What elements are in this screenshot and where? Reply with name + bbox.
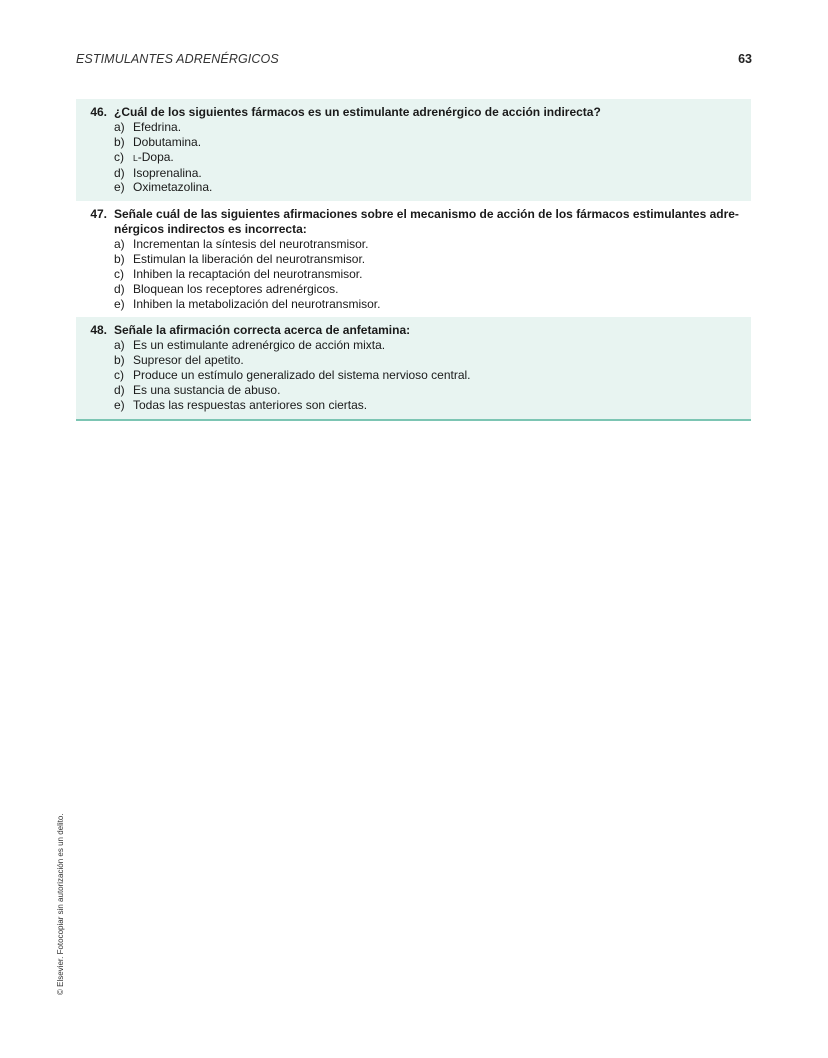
option-e: e) Inhiben la metabolización del neurotransmisor. bbox=[114, 296, 381, 311]
option-a: a) Es un estimulante adrenérgico de acción mixta. bbox=[114, 338, 386, 353]
option-list bbox=[76, 338, 751, 413]
option-b: b) Supresor del apetito. bbox=[114, 353, 244, 368]
page-number: 63 bbox=[738, 52, 752, 66]
question-48 bbox=[76, 317, 751, 418]
question-47 bbox=[76, 201, 751, 317]
question-stem bbox=[76, 323, 751, 338]
small-caps-prefix: L bbox=[133, 152, 138, 163]
question-stem bbox=[76, 105, 751, 120]
option-d: d) Isoprenalina. bbox=[114, 165, 202, 180]
question-46 bbox=[76, 99, 751, 201]
running-title: ESTIMULANTES ADRENÉRGICOS bbox=[76, 52, 279, 66]
question-list bbox=[76, 99, 751, 421]
question-text: Señale cuál de las siguientes afirmaciones sobre el mecanismo de acción de los fármacos estimulantes adre- nérgicos indirectos es incorrecta: bbox=[114, 207, 739, 237]
option-e: e) Todas las respuestas anteriores son ciertas. bbox=[114, 397, 368, 412]
question-number: 46. bbox=[90, 105, 107, 119]
question-text: Señale la afirmación correcta acerca de anfetamina: bbox=[114, 323, 411, 338]
option-c: c) L-Dopa. bbox=[114, 149, 174, 164]
question-number: 48. bbox=[90, 323, 107, 338]
option-list bbox=[76, 120, 751, 196]
section-divider bbox=[76, 419, 751, 421]
option-d: d) Es una sustancia de abuso. bbox=[114, 382, 281, 397]
option-a: a) Incrementan la síntesis del neurotransmisor. bbox=[114, 236, 369, 251]
option-list bbox=[76, 237, 751, 312]
question-stem bbox=[76, 207, 751, 237]
option-a: a) Efedrina. bbox=[114, 119, 182, 134]
option-e: e) Oximetazolina. bbox=[114, 180, 213, 195]
option-d: d) Bloquean los receptores adrenérgicos. bbox=[114, 281, 339, 296]
option-c: c) Inhiben la recaptación del neurotransmisor. bbox=[114, 266, 363, 281]
option-b: b) Estimulan la liberación del neurotransmisor. bbox=[114, 251, 366, 266]
option-c: c) Produce un estímulo generalizado del sistema nervioso central. bbox=[114, 368, 471, 383]
copyright-notice: © Elsevier. Fotocopiar sin autorización es un delito. bbox=[56, 813, 65, 995]
question-text: ¿Cuál de los siguientes fármacos es un estimulante adrenérgico de acción indirecta? bbox=[114, 105, 601, 119]
question-number: 47. bbox=[90, 207, 107, 222]
page-header bbox=[76, 52, 752, 70]
option-b: b) Dobutamina. bbox=[114, 134, 202, 149]
